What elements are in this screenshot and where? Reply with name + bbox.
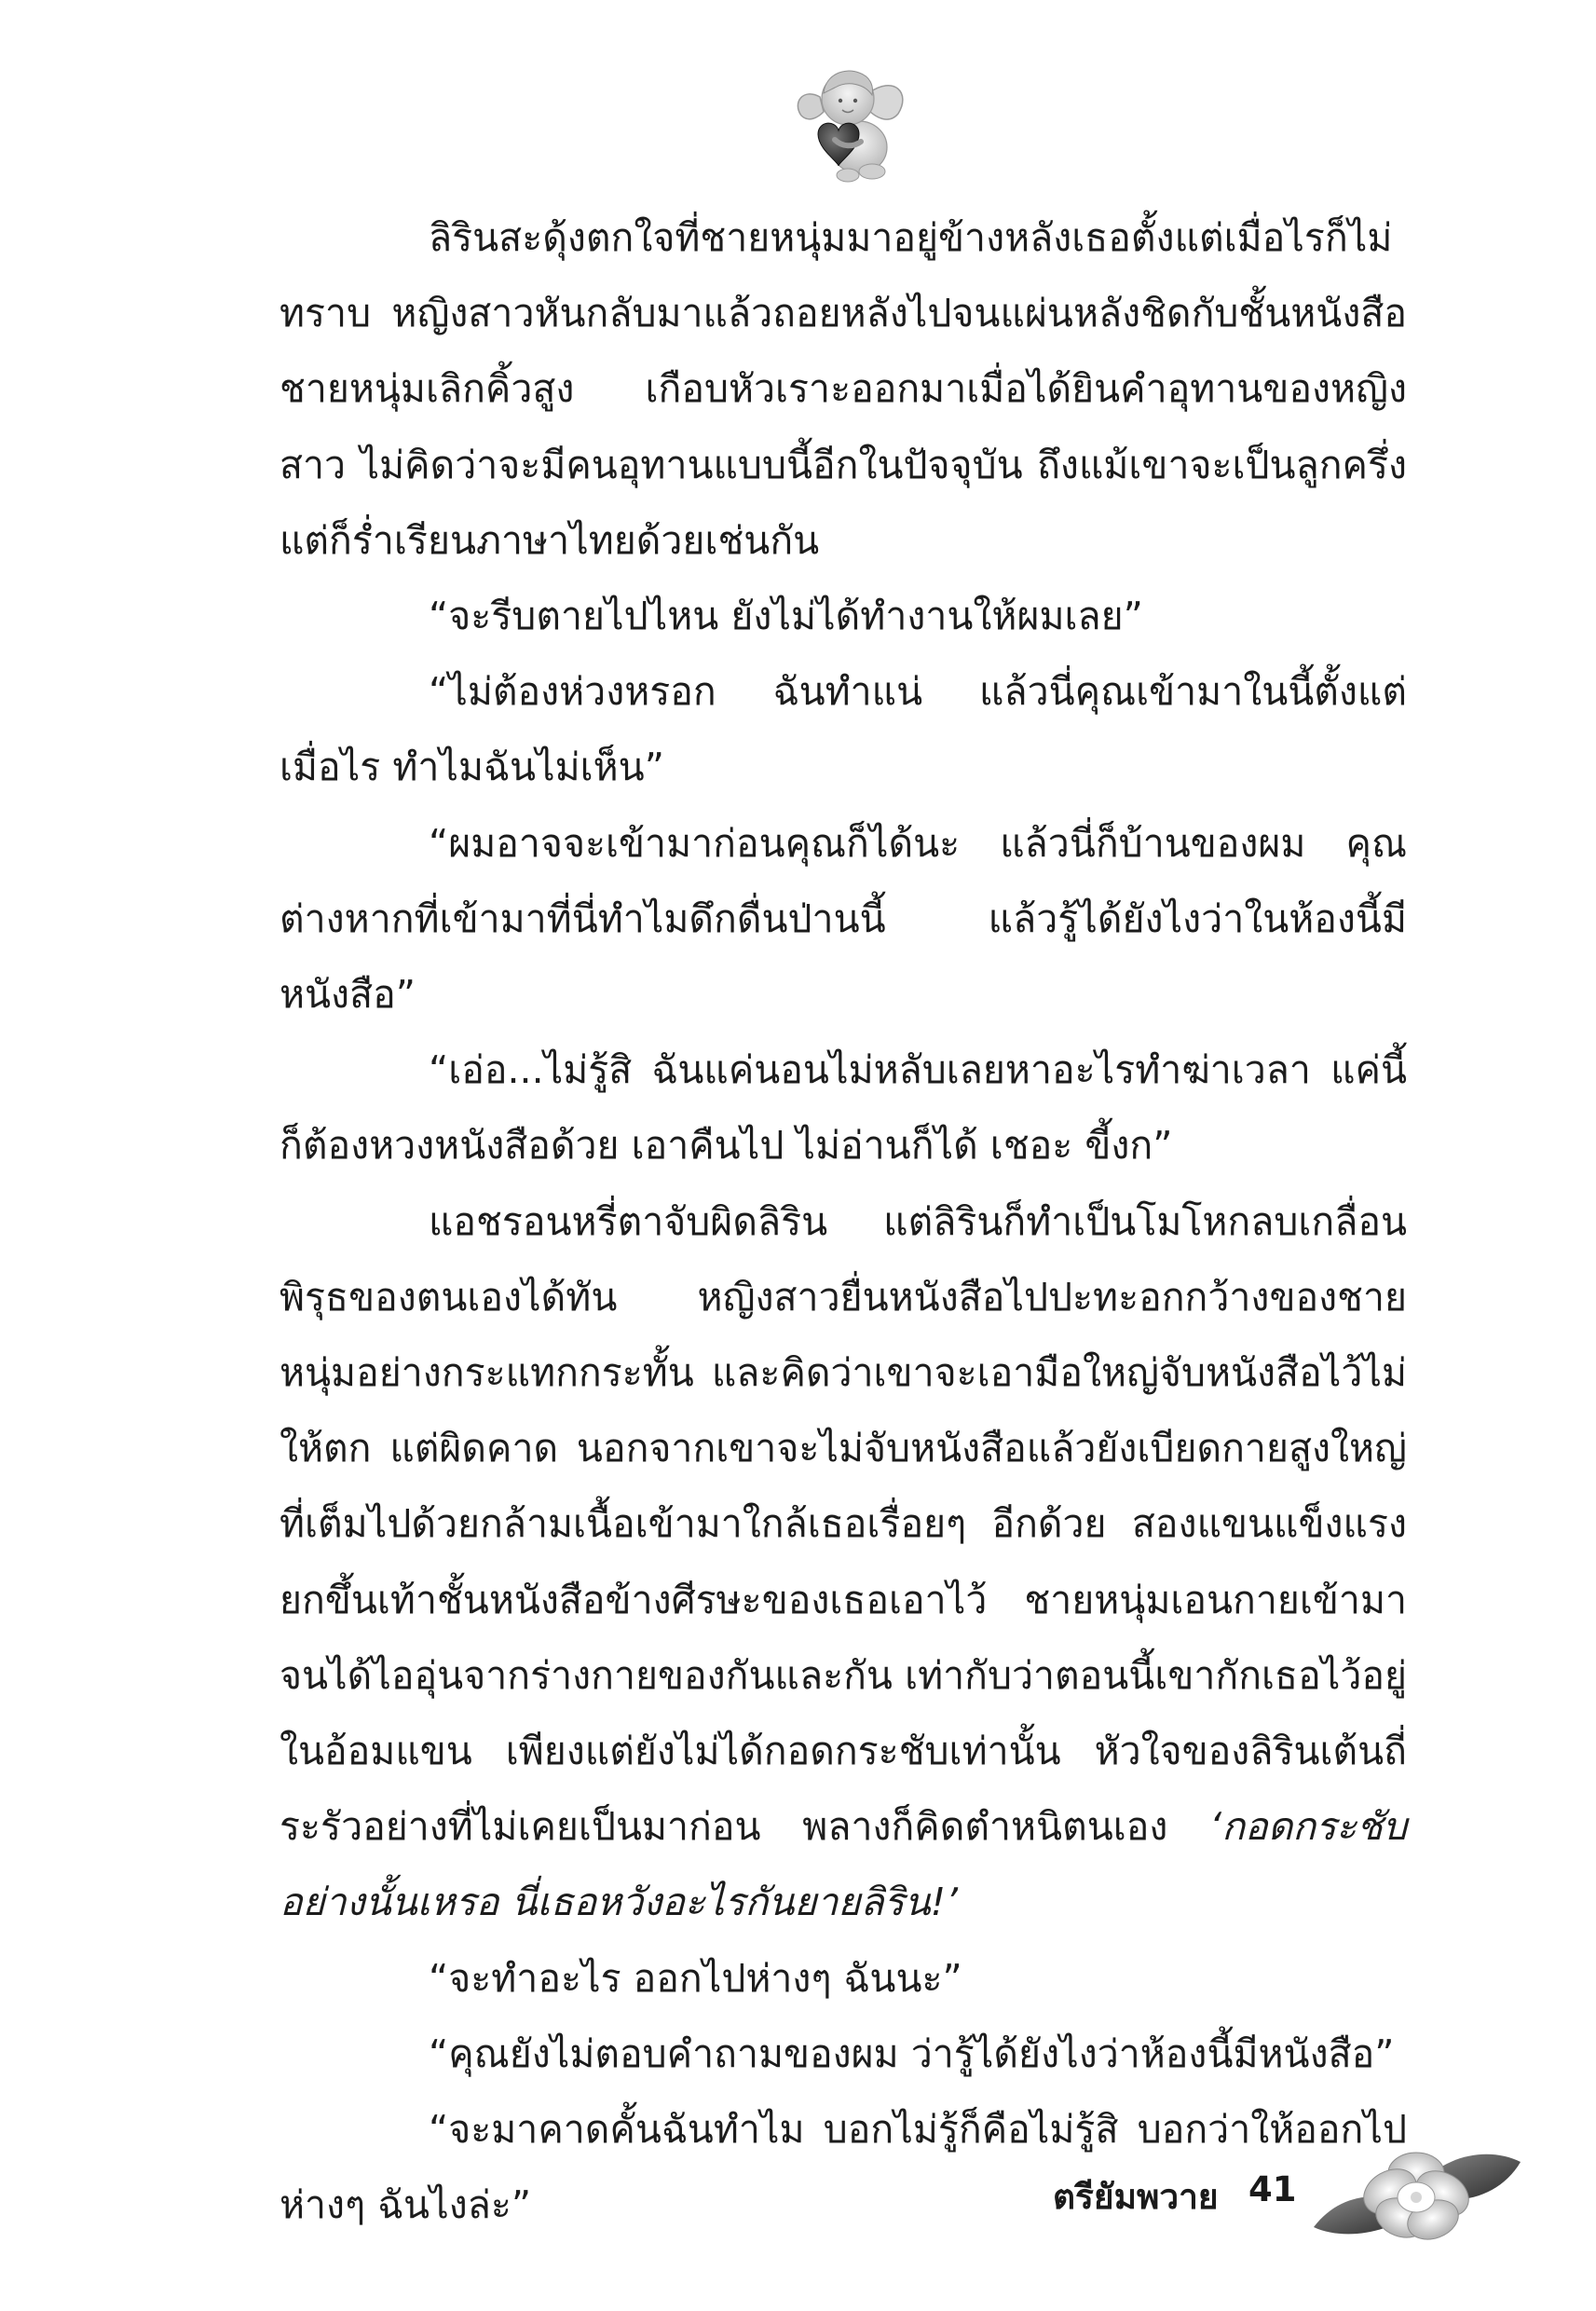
page-footer	[1025, 2125, 1547, 2255]
page-number: 41	[1248, 2169, 1297, 2209]
paragraph: “จะทำอะไร ออกไปห่างๆ ฉันนะ”	[429, 1955, 962, 2001]
gardenia-flower-icon	[1304, 2125, 1528, 2255]
paragraph: “คุณยังไม่ตอบคำถามของผม ว่ารู้ได้ยังไงว่าห้องนี้มีหนังสือ”	[429, 2031, 1395, 2076]
book-title: ตรียัมพวาย	[1053, 2177, 1219, 2217]
paragraph: “ไม่ต้องห่วงหรอก ฉันทำแน่ แล้วนี่คุณเข้ามาในนี้ตั้งแต่เมื่อไร ทำไมฉันไม่เห็น”	[280, 669, 1407, 790]
paragraph: “ผมอาจจะเข้ามาก่อนคุณก็ได้นะ แล้วนี่ก็บ้านของผม คุณต่างหากที่เข้ามาที่นี่ทำไมดึกดื่นป่านนี้ แล้วรู้ได้ยังไงว่าในห้องนี้มีหนังสือ”	[280, 820, 1407, 1018]
paragraph: “เอ่อ...ไม่รู้สิ ฉันแค่นอนไม่หลับเลยหาอะไรทำฆ่าเวลา แค่นี้ก็ต้องหวงหนังสือด้วย เอาคืนไป ไม่อ่านก็ได้ เชอะ ขี้งก”	[280, 1047, 1407, 1169]
paragraph: แอชรอนหรี่ตาจับผิดลิริน แต่ลิรินก็ทำเป็นโมโหกลบเกลื่อนพิรุธของตนเองได้ทัน หญิงสาวยื่นหนังสือไปปะทะอกกว้างของชายหนุ่มอย่างกระแทกกระทั้น และคิดว่าเขาจะเอามือใหญ่จับหนังสือไว้ไม่ให้ตก แต่ผิดคาด นอกจากเขาจะไม่จับหนังสือแล้วยังเบียดกายสูงใหญ่ ที่เต็มไปด้วยกล้ามเนื้อเข้ามาใกล้เธอเรื่อยๆ อีกด้วย สองแขนแข็งแรงยกขึ้นเท้าชั้นหนังสือข้างศีรษะของเธอเอาไว้ ชายหนุ่มเอนกายเข้ามาจนได้ไออุ่นจากร่างกายของกันและกัน เท่ากับว่าตอนนี้เขากักเธอไว้อยู่ในอ้อมแขน เพียงแต่ยังไม่ได้กอดกระชับเท่านั้น หัวใจของลิรินเต้นถี่ระรัวอย่างที่ไม่เคยเป็นมาก่อน พลางก็คิดตำหนิตนเอง ‘กอดกระชับอย่างนั้นเหรอ นี่เธอหวังอะไรกันยายลิริน!’	[280, 1198, 1407, 1925]
body-text	[280, 200, 1407, 2243]
paragraph: ลิรินสะดุ้งตกใจที่ชายหนุ่มมาอยู่ข้างหลังเธอตั้งแต่เมื่อไรก็ไม่ทราบ หญิงสาวหันกลับมาแล้วถอยหลังไปจนแผ่นหลังชิดกับชั้นหนังสือ ชายหนุ่มเลิกคิ้วสูง เกือบหัวเราะออกมาเมื่อได้ยินคำอุทานของหญิงสาว ไม่คิดว่าจะมีคนอุทานแบบนี้อีกในปัจจุบัน ถึงแม้เขาจะเป็นลูกครึ่ง แต่ก็ร่ำเรียนภาษาไทยด้วยเช่นกัน	[280, 215, 1407, 563]
paragraph: “จะรีบตายไปไหน ยังไม่ได้ทำงานให้ผมเลย”	[429, 594, 1143, 639]
italic-thought: ‘กอดกระชับอย่างนั้นเหรอ นี่เธอหวังอะไรกันยายลิริน!’	[280, 1804, 1407, 1925]
paragraph: “จะมาคาดคั้นฉันทำไม บอกไม่รู้ก็คือไม่รู้สิ บอกว่าให้ออกไปห่างๆ ฉันไงล่ะ”	[280, 2107, 1407, 2228]
cupid-with-heart-icon	[783, 56, 913, 186]
